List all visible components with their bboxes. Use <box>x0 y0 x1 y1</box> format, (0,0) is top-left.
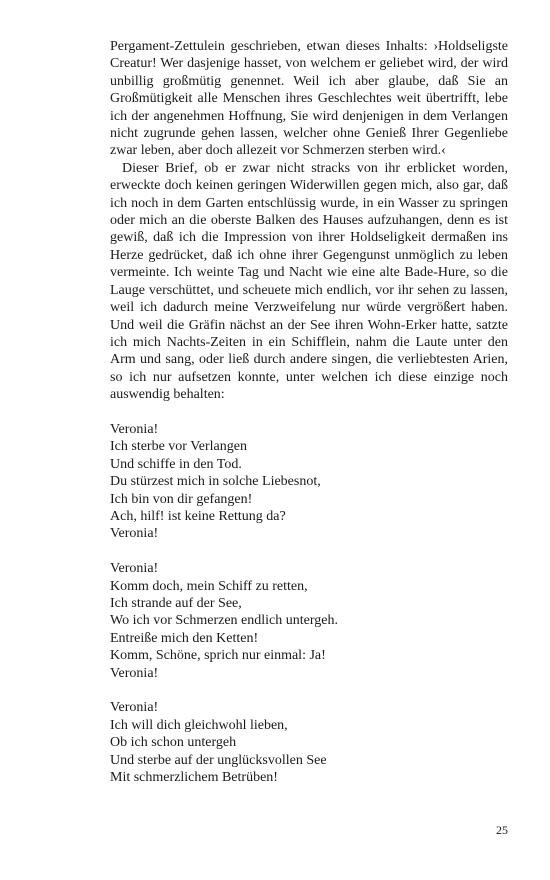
stanza-2 <box>110 560 508 682</box>
verse-line: Ach, hilf! ist keine Rettung da? <box>110 508 286 524</box>
verse-line: Veronia! <box>110 561 159 577</box>
verse-line: Ich sterbe vor Verlangen <box>110 439 247 455</box>
verse-line: Entreiße mich den Ketten! <box>110 630 259 646</box>
verse-line: Ich strande auf der See, <box>110 595 242 611</box>
page-body <box>110 38 508 786</box>
verse-line: Wo ich vor Schmerzen endlich untergeh. <box>110 613 338 629</box>
page-number: 25 <box>496 823 508 837</box>
verse-line: Ich will dich gleichwohl lieben, <box>110 717 288 733</box>
verse-line: Veronia! <box>110 700 159 716</box>
stanza-3 <box>110 699 508 786</box>
verse-line: Ob ich schon untergeh <box>110 735 237 751</box>
stanza-1 <box>110 421 508 543</box>
verse-line: Ich bin von dir gefangen! <box>110 491 253 507</box>
verse-line: Mit schmerzlichem Betrüben! <box>110 770 278 786</box>
verse-line: Komm, Schöne, sprich nur einmal: Ja! <box>110 648 326 664</box>
verse-line: Veronia! <box>110 421 159 437</box>
paragraph-letter: Pergament-Zettulein geschrieben, etwan dieses Inhalts: ›Holdseligste Creatur! Wer dasjenige hasset, von welchem er geliebet wird, der wird unbillig großmütig genennet. Weil ich aber glaube, daß Sie an Großmütigkeit alle Menschen ihres Geschlechtes weit übertrifft, lebe ich der angenehmen Hoffnung, Sie wird denjenigen in dem Verlangen nicht zugrunde gehen lassen, welcher ohne Genieß Ihrer Gegenliebe zwar leben, aber doch allezeit vor Schmerzen sterben wird.‹ <box>110 39 508 159</box>
paragraph-narrative: Dieser Brief, ob er zwar nicht stracks von ihr erblicket worden, erweckte doch keinen geringen Widerwillen gegen mich, also gar, daß ich noch in dem Garten entschlüssig wurde, in ein Wasser zu springen oder mich an die oberste Balken des Hauses aufzuhangen, denn es ist gewiß, daß ich die Impression von ihrer Holdseligkeit dermaßen ins Herze gedrücket, daß ich ohne ihrer Gegengunst unmöglich zu leben vermeinte. Ich weinte Tag und Nacht wie eine alte Bade-Hure, so die Lauge verschüttet, und scheuete mich endlich, vor ihr sehen zu lassen, weil ich dadurch meine Verzweifelung nur würde vergrößert haben. Und weil die Gräfin nächst an der See ihren Wohn-Erker hatte, satzte ich mich Nachts-Zeiten in ein Schifflein, nahm die Laute unter den Arm und sang, oder ließ durch andere singen, die verliebtesten Arien, so ich nur aufsetzen konnte, unter welchen ich diese einzige noch auswendig behalten: <box>110 160 508 403</box>
verse-line: Veronia! <box>110 665 159 681</box>
verse-line: Komm doch, mein Schiff zu retten, <box>110 578 308 594</box>
verse-line: Veronia! <box>110 526 159 542</box>
verse-line: Du stürzest mich in solche Liebesnot, <box>110 474 321 490</box>
verse-line: Und sterbe auf der unglücksvollen See <box>110 752 327 768</box>
verse-line: Und schiffe in den Tod. <box>110 456 242 472</box>
